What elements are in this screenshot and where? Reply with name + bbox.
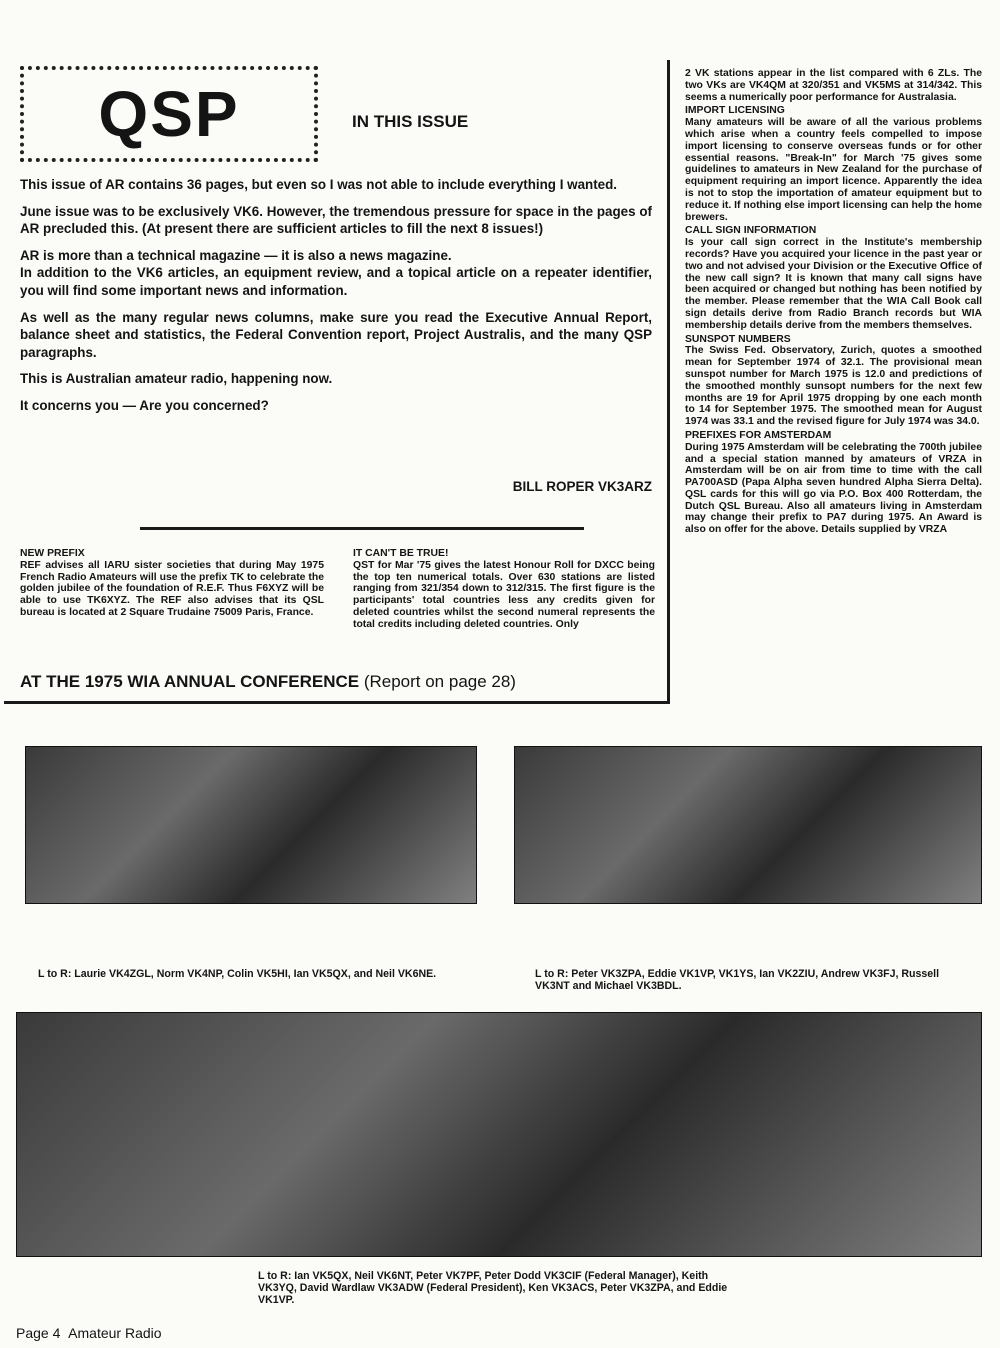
page-footer [16,1325,162,1341]
news-body: The Swiss Fed. Observatory, Zurich, quotes a smoothed mean for September 1974 of 32.1. The provisional mean sunspot number for March 1975 is 12.0 and predictions of the smoothed monthly sunsopt numbers for the next few months are 19 for April 1975 dropping by one each month to 14 for September 1975. The smoothed mean for August 1974 was 33.1 and the revised figure for July 1974 was 34.0. [685,345,982,428]
photo-caption: L to R: Peter VK3ZPA, Eddie VK1VP, VK1YS, Ian VK2ZIU, Andrew VK3FJ, Russell VK3NT and Michael VK3BDL. [535,968,940,992]
editorial-paragraph: AR is more than a technical magazine — it is also a news magazine. [20,247,452,263]
news-body: Is your call sign correct in the Institute's membership records? Have you acquired your licence in the past year or two and not advised your Division or the Executive Office of the new call sign? It is known that many call signs have been acquired or changed but nothing has been notified by the member. Please remember that the WIA Call Book call sign details derive from Radio Branch records but WIA membership details derive from the members themselves. [685,237,982,331]
news-body: QST for Mar '75 gives the latest Honour Roll for DXCC being the top ten numerical totals. Over 630 stations are listed ranging from 321/354 down to 312/315. The first figure is the participants' total countries less any credits given for deleted countries whilst the second numeral represents the total credits including deleted countries. Only [353,559,655,630]
news-column-right [685,68,982,536]
page-number: Page 4 [16,1325,61,1341]
news-body: 2 VK stations appear in the list compared with 6 ZLs. The two VKs are VK4QM at 320/351 and VK5MS at 314/342. This seems a numerically poor performance for Australasia. [685,68,982,103]
editorial-paragraph: It concerns you — Are you concerned? [20,397,269,413]
publication-name: Amateur Radio [68,1325,162,1341]
conference-heading-bold: AT THE 1975 WIA ANNUAL CONFERENCE [20,672,360,691]
divider [4,701,670,704]
photo-caption: L to R: Ian VK5QX, Neil VK6NT, Peter VK7PF, Peter Dodd VK3CIF (Federal Manager), Keith VK3YQ, David Wardlaw VK3ADW (Federal President), Ken VK3ACS, Peter VK3ZPA, and Eddie VK1VP. [258,1270,728,1306]
conference-photo [16,1012,982,1257]
news-heading: IT CAN'T BE TRUE! [353,548,449,559]
news-body: REF advises all IARU sister societies that during May 1975 French Radio Amateurs will use the prefix TK to celebrate the golden jubilee of the foundation of R.E.F. Thus F6XYZ will be able to use TK6XYZ. The REF also advises that its QSL bureau is located at 2 Square Trudaine 75009 Paris, France. [20,559,324,618]
news-body: During 1975 Amsterdam will be celebrating the 700th jubilee and a special station manned by amateurs of VRZA in Amsterdam will be on air from time to time with the call PA700ASD (Papa Alpha seven hundred Alpha Sierra Delta). QSL cards for this will go via P.O. Box 400 Rotterdam, the Dutch QSL Bureau. Also all amateurs living in Amsterdam may change their prefix to PA7 during 1975. An Award is also on offer for the above. Details supplied by VRZA [685,441,982,536]
news-heading: IMPORT LICENSING [685,105,785,117]
conference-photo [514,746,982,904]
news-column-left [20,548,324,619]
editorial [20,176,652,424]
page-title: QSP [98,78,240,150]
editor-signature: BILL ROPER VK3ARZ [512,479,652,494]
editorial-paragraph: June issue was to be exclusively VK6. However, the tremendous pressure for space in the pages of AR precluded this. (At present there are sufficient articles to fill the next 8 issues!) [20,203,652,237]
editorial-paragraph: This is Australian amateur radio, happening now. [20,371,333,387]
editorial-paragraph: In addition to the VK6 articles, an equipment review, and a topical article on a repeater identifier, you will find some important news and information. [20,265,652,298]
news-heading: NEW PREFIX [20,548,85,559]
news-column-middle [353,548,655,631]
photo-caption: L to R: Laurie VK4ZGL, Norm VK4NP, Colin VK5HI, Ian VK5QX, and Neil VK6NE. [38,968,437,980]
divider [140,527,584,530]
news-body: Many amateurs will be aware of all the various problems which arise when a country feels compelled to impose import licensing to conserve overseas funds or for other essential reasons. "Break-In" for March '75 gives some guidelines to amateurs in New Zealand for the purchase of equipment requiring an import licence. Apparently the idea is not to stop the importation of amateur equipment but to reduce it. If nothing else import licensing can help the home brewers. [685,117,982,223]
news-heading: SUNSPOT NUMBERS [685,333,791,345]
qsp-title-box [20,66,318,162]
conference-photo [25,746,477,904]
conference-heading-rest: (Report on page 28) [359,672,516,691]
editorial-paragraph: This issue of AR contains 36 pages, but even so I was not able to include everything I wanted. [20,177,618,192]
editorial-paragraph: As well as the many regular news columns, make sure you read the Executive Annual Report, balance sheet and statistics, the Federal Convention report, Project Australis, and the many QSP paragraphs. [20,309,652,360]
conference-heading [20,672,516,692]
news-heading: PREFIXES FOR AMSTERDAM [685,429,832,441]
column-divider [667,60,670,704]
news-heading: CALL SIGN INFORMATION [685,225,817,237]
in-this-issue-heading: IN THIS ISSUE [352,112,469,131]
